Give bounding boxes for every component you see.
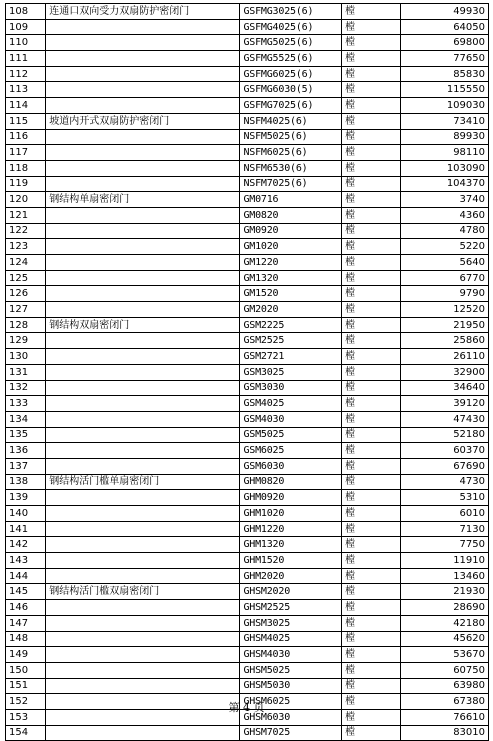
unit-cell: 樘: [342, 553, 401, 569]
row-number-cell: 116: [6, 129, 46, 145]
unit-cell: 樘: [342, 584, 401, 600]
row-number-cell: 129: [6, 333, 46, 349]
unit-cell: 樘: [342, 286, 401, 302]
price-cell: 4780: [401, 223, 489, 239]
row-number-cell: 121: [6, 207, 46, 223]
row-number-cell: 143: [6, 553, 46, 569]
item-name-cell: [46, 98, 240, 114]
table-row: [6, 223, 489, 239]
table-row: [6, 207, 489, 223]
row-number-cell: 112: [6, 66, 46, 82]
table-row: [6, 537, 489, 553]
price-cell: 77650: [401, 51, 489, 67]
unit-cell: 樘: [342, 568, 401, 584]
table-row: [6, 192, 489, 208]
row-number-cell: 135: [6, 427, 46, 443]
unit-cell: 樘: [342, 443, 401, 459]
model-cell: GHM2020: [240, 568, 342, 584]
unit-cell: 樘: [342, 317, 401, 333]
unit-cell: 樘: [342, 113, 401, 129]
item-name-cell: 钢结构活门槛单扇密闭门: [46, 474, 240, 490]
model-cell: GSFMG5025(6): [240, 35, 342, 51]
unit-cell: 樘: [342, 647, 401, 663]
row-number-cell: 149: [6, 647, 46, 663]
price-cell: 67690: [401, 458, 489, 474]
item-name-cell: [46, 537, 240, 553]
unit-cell: 樘: [342, 458, 401, 474]
model-cell: GSFMG7025(6): [240, 98, 342, 114]
table-row: [6, 662, 489, 678]
model-cell: NSFM6530(6): [240, 160, 342, 176]
model-cell: GHSM6030: [240, 709, 342, 725]
item-name-cell: [46, 662, 240, 678]
price-cell: 26110: [401, 349, 489, 365]
price-cell: 5220: [401, 239, 489, 255]
model-cell: GM1320: [240, 270, 342, 286]
item-name-cell: [46, 223, 240, 239]
price-table: [5, 3, 489, 741]
model-cell: GM0716: [240, 192, 342, 208]
price-cell: 39120: [401, 396, 489, 412]
row-number-cell: 125: [6, 270, 46, 286]
unit-cell: 樘: [342, 160, 401, 176]
model-cell: GSM3025: [240, 364, 342, 380]
model-cell: GSFMG6030(5): [240, 82, 342, 98]
price-cell: 67380: [401, 694, 489, 710]
price-cell: 4730: [401, 474, 489, 490]
table-row: [6, 51, 489, 67]
model-cell: GM1220: [240, 255, 342, 271]
item-name-cell: [46, 35, 240, 51]
model-cell: NSFM7025(6): [240, 176, 342, 192]
model-cell: GHSM2020: [240, 584, 342, 600]
price-cell: 85830: [401, 66, 489, 82]
row-number-cell: 145: [6, 584, 46, 600]
table-row: [6, 19, 489, 35]
item-name-cell: [46, 160, 240, 176]
row-number-cell: 137: [6, 458, 46, 474]
item-name-cell: [46, 647, 240, 663]
row-number-cell: 119: [6, 176, 46, 192]
row-number-cell: 127: [6, 302, 46, 318]
item-name-cell: [46, 176, 240, 192]
model-cell: GSM3030: [240, 380, 342, 396]
model-cell: GSM2225: [240, 317, 342, 333]
price-cell: 47430: [401, 411, 489, 427]
unit-cell: 樘: [342, 192, 401, 208]
row-number-cell: 130: [6, 349, 46, 365]
row-number-cell: 118: [6, 160, 46, 176]
table-row: [6, 600, 489, 616]
row-number-cell: 124: [6, 255, 46, 271]
unit-cell: 樘: [342, 411, 401, 427]
unit-cell: 樘: [342, 521, 401, 537]
model-cell: GHSM2525: [240, 600, 342, 616]
price-cell: 6770: [401, 270, 489, 286]
table-row: [6, 98, 489, 114]
model-cell: GHM1520: [240, 553, 342, 569]
item-name-cell: [46, 396, 240, 412]
unit-cell: 樘: [342, 51, 401, 67]
table-row: [6, 160, 489, 176]
row-number-cell: 144: [6, 568, 46, 584]
row-number-cell: 131: [6, 364, 46, 380]
model-cell: GHSM4030: [240, 647, 342, 663]
table-row: [6, 725, 489, 741]
unit-cell: 樘: [342, 4, 401, 20]
table-row: [6, 4, 489, 20]
price-cell: 73410: [401, 113, 489, 129]
model-cell: GSM6025: [240, 443, 342, 459]
item-name-cell: [46, 364, 240, 380]
price-cell: 42180: [401, 615, 489, 631]
item-name-cell: [46, 678, 240, 694]
table-row: [6, 317, 489, 333]
item-name-cell: [46, 255, 240, 271]
unit-cell: 樘: [342, 427, 401, 443]
row-number-cell: 123: [6, 239, 46, 255]
item-name-cell: [46, 207, 240, 223]
row-number-cell: 154: [6, 725, 46, 741]
unit-cell: 樘: [342, 537, 401, 553]
model-cell: GSM6030: [240, 458, 342, 474]
row-number-cell: 134: [6, 411, 46, 427]
row-number-cell: 128: [6, 317, 46, 333]
model-cell: GSFMG5525(6): [240, 51, 342, 67]
table-row: [6, 66, 489, 82]
table-row: [6, 255, 489, 271]
unit-cell: 樘: [342, 678, 401, 694]
unit-cell: 樘: [342, 239, 401, 255]
price-cell: 34640: [401, 380, 489, 396]
model-cell: GSM2525: [240, 333, 342, 349]
price-cell: 7130: [401, 521, 489, 537]
table-row: [6, 631, 489, 647]
price-cell: 115550: [401, 82, 489, 98]
price-cell: 5640: [401, 255, 489, 271]
price-cell: 109030: [401, 98, 489, 114]
row-number-cell: 133: [6, 396, 46, 412]
table-row: [6, 506, 489, 522]
item-name-cell: [46, 270, 240, 286]
row-number-cell: 146: [6, 600, 46, 616]
table-row: [6, 443, 489, 459]
table-row: [6, 678, 489, 694]
item-name-cell: [46, 725, 240, 741]
item-name-cell: [46, 615, 240, 631]
item-name-cell: [46, 631, 240, 647]
table-row: [6, 553, 489, 569]
table-row: [6, 568, 489, 584]
item-name-cell: 连通口双向受力双扇防护密闭门: [46, 4, 240, 20]
price-cell: 69800: [401, 35, 489, 51]
price-cell: 76610: [401, 709, 489, 725]
row-number-cell: 132: [6, 380, 46, 396]
table-body: [6, 4, 489, 741]
row-number-cell: 114: [6, 98, 46, 114]
row-number-cell: 122: [6, 223, 46, 239]
item-name-cell: [46, 411, 240, 427]
price-cell: 11910: [401, 553, 489, 569]
price-cell: 64050: [401, 19, 489, 35]
table-row: [6, 380, 489, 396]
unit-cell: 樘: [342, 98, 401, 114]
model-cell: NSFM6025(6): [240, 145, 342, 161]
model-cell: GHM0820: [240, 474, 342, 490]
row-number-cell: 151: [6, 678, 46, 694]
model-cell: GHSM5030: [240, 678, 342, 694]
item-name-cell: [46, 521, 240, 537]
table-row: [6, 270, 489, 286]
table-row: [6, 145, 489, 161]
row-number-cell: 120: [6, 192, 46, 208]
row-number-cell: 142: [6, 537, 46, 553]
unit-cell: 樘: [342, 333, 401, 349]
unit-cell: 樘: [342, 255, 401, 271]
model-cell: GSFMG3025(6): [240, 4, 342, 20]
item-name-cell: 钢结构双扇密闭门: [46, 317, 240, 333]
table-row: [6, 427, 489, 443]
price-cell: 98110: [401, 145, 489, 161]
model-cell: GM1520: [240, 286, 342, 302]
model-cell: GSM4025: [240, 396, 342, 412]
unit-cell: 樘: [342, 600, 401, 616]
item-name-cell: [46, 333, 240, 349]
price-cell: 45620: [401, 631, 489, 647]
price-cell: 83010: [401, 725, 489, 741]
item-name-cell: [46, 427, 240, 443]
price-cell: 3740: [401, 192, 489, 208]
item-name-cell: [46, 19, 240, 35]
price-cell: 103090: [401, 160, 489, 176]
price-cell: 13460: [401, 568, 489, 584]
item-name-cell: [46, 145, 240, 161]
model-cell: NSFM5025(6): [240, 129, 342, 145]
price-cell: 28690: [401, 600, 489, 616]
unit-cell: 樘: [342, 145, 401, 161]
model-cell: GM0820: [240, 207, 342, 223]
price-cell: 9790: [401, 286, 489, 302]
price-cell: 4360: [401, 207, 489, 223]
table-row: [6, 113, 489, 129]
unit-cell: 樘: [342, 490, 401, 506]
unit-cell: 樘: [342, 66, 401, 82]
row-number-cell: 150: [6, 662, 46, 678]
table-row: [6, 647, 489, 663]
model-cell: GSM5025: [240, 427, 342, 443]
unit-cell: 樘: [342, 349, 401, 365]
unit-cell: 樘: [342, 631, 401, 647]
row-number-cell: 141: [6, 521, 46, 537]
unit-cell: 樘: [342, 364, 401, 380]
price-cell: 63980: [401, 678, 489, 694]
item-name-cell: [46, 51, 240, 67]
table-row: [6, 521, 489, 537]
table-row: [6, 490, 489, 506]
model-cell: GHM1220: [240, 521, 342, 537]
price-cell: 7750: [401, 537, 489, 553]
row-number-cell: 139: [6, 490, 46, 506]
table-row: [6, 458, 489, 474]
price-cell: 5310: [401, 490, 489, 506]
model-cell: GHM0920: [240, 490, 342, 506]
item-name-cell: [46, 66, 240, 82]
table-row: [6, 396, 489, 412]
item-name-cell: [46, 490, 240, 506]
table-row: [6, 411, 489, 427]
model-cell: GM0920: [240, 223, 342, 239]
unit-cell: 樘: [342, 129, 401, 145]
row-number-cell: 152: [6, 694, 46, 710]
item-name-cell: [46, 506, 240, 522]
unit-cell: 樘: [342, 725, 401, 741]
model-cell: GHSM7025: [240, 725, 342, 741]
table-row: [6, 82, 489, 98]
unit-cell: 樘: [342, 662, 401, 678]
item-name-cell: [46, 129, 240, 145]
item-name-cell: 坡道内开式双扇防护密闭门: [46, 113, 240, 129]
price-cell: 32900: [401, 364, 489, 380]
unit-cell: 樘: [342, 82, 401, 98]
price-cell: 12520: [401, 302, 489, 318]
model-cell: GHSM6025: [240, 694, 342, 710]
price-cell: 52180: [401, 427, 489, 443]
table-row: [6, 302, 489, 318]
price-cell: 89930: [401, 129, 489, 145]
price-cell: 53670: [401, 647, 489, 663]
unit-cell: 樘: [342, 380, 401, 396]
model-cell: GHSM5025: [240, 662, 342, 678]
model-cell: GHSM4025: [240, 631, 342, 647]
table-row: [6, 364, 489, 380]
item-name-cell: [46, 82, 240, 98]
unit-cell: 樘: [342, 506, 401, 522]
table-row: [6, 286, 489, 302]
unit-cell: 樘: [342, 270, 401, 286]
page-footer: 第 4 页: [228, 701, 265, 714]
unit-cell: 樘: [342, 694, 401, 710]
model-cell: GHM1020: [240, 506, 342, 522]
row-number-cell: 136: [6, 443, 46, 459]
table-row: [6, 333, 489, 349]
item-name-cell: [46, 443, 240, 459]
item-name-cell: [46, 286, 240, 302]
model-cell: GM2020: [240, 302, 342, 318]
price-cell: 60370: [401, 443, 489, 459]
item-name-cell: [46, 458, 240, 474]
price-cell: 60750: [401, 662, 489, 678]
price-cell: 6010: [401, 506, 489, 522]
row-number-cell: 140: [6, 506, 46, 522]
price-cell: 49930: [401, 4, 489, 20]
item-name-cell: 钢结构单扇密闭门: [46, 192, 240, 208]
price-cell: 21930: [401, 584, 489, 600]
unit-cell: 樘: [342, 35, 401, 51]
row-number-cell: 109: [6, 19, 46, 35]
item-name-cell: [46, 553, 240, 569]
model-cell: GHSM3025: [240, 615, 342, 631]
item-name-cell: [46, 568, 240, 584]
row-number-cell: 111: [6, 51, 46, 67]
row-number-cell: 108: [6, 4, 46, 20]
table-row: [6, 584, 489, 600]
row-number-cell: 153: [6, 709, 46, 725]
row-number-cell: 138: [6, 474, 46, 490]
model-cell: GSM2721: [240, 349, 342, 365]
item-name-cell: 钢结构活门槛双扇密闭门: [46, 584, 240, 600]
model-cell: GSFMG4025(6): [240, 19, 342, 35]
item-name-cell: [46, 302, 240, 318]
unit-cell: 樘: [342, 19, 401, 35]
row-number-cell: 147: [6, 615, 46, 631]
row-number-cell: 126: [6, 286, 46, 302]
table-row: [6, 35, 489, 51]
model-cell: GM1020: [240, 239, 342, 255]
unit-cell: 樘: [342, 223, 401, 239]
unit-cell: 樘: [342, 302, 401, 318]
row-number-cell: 110: [6, 35, 46, 51]
unit-cell: 樘: [342, 176, 401, 192]
unit-cell: 樘: [342, 207, 401, 223]
unit-cell: 樘: [342, 474, 401, 490]
table-row: [6, 176, 489, 192]
table-row: [6, 615, 489, 631]
model-cell: NSFM4025(6): [240, 113, 342, 129]
item-name-cell: [46, 600, 240, 616]
model-cell: GHM1320: [240, 537, 342, 553]
table-row: [6, 129, 489, 145]
unit-cell: 樘: [342, 615, 401, 631]
table-row: [6, 239, 489, 255]
price-cell: 104370: [401, 176, 489, 192]
unit-cell: 樘: [342, 709, 401, 725]
row-number-cell: 115: [6, 113, 46, 129]
item-name-cell: [46, 349, 240, 365]
row-number-cell: 113: [6, 82, 46, 98]
row-number-cell: 148: [6, 631, 46, 647]
item-name-cell: [46, 239, 240, 255]
unit-cell: 樘: [342, 396, 401, 412]
price-cell: 21950: [401, 317, 489, 333]
model-cell: GSM4030: [240, 411, 342, 427]
model-cell: GSFMG6025(6): [240, 66, 342, 82]
table-row: [6, 349, 489, 365]
row-number-cell: 117: [6, 145, 46, 161]
table-row: [6, 474, 489, 490]
item-name-cell: [46, 380, 240, 396]
price-cell: 25860: [401, 333, 489, 349]
